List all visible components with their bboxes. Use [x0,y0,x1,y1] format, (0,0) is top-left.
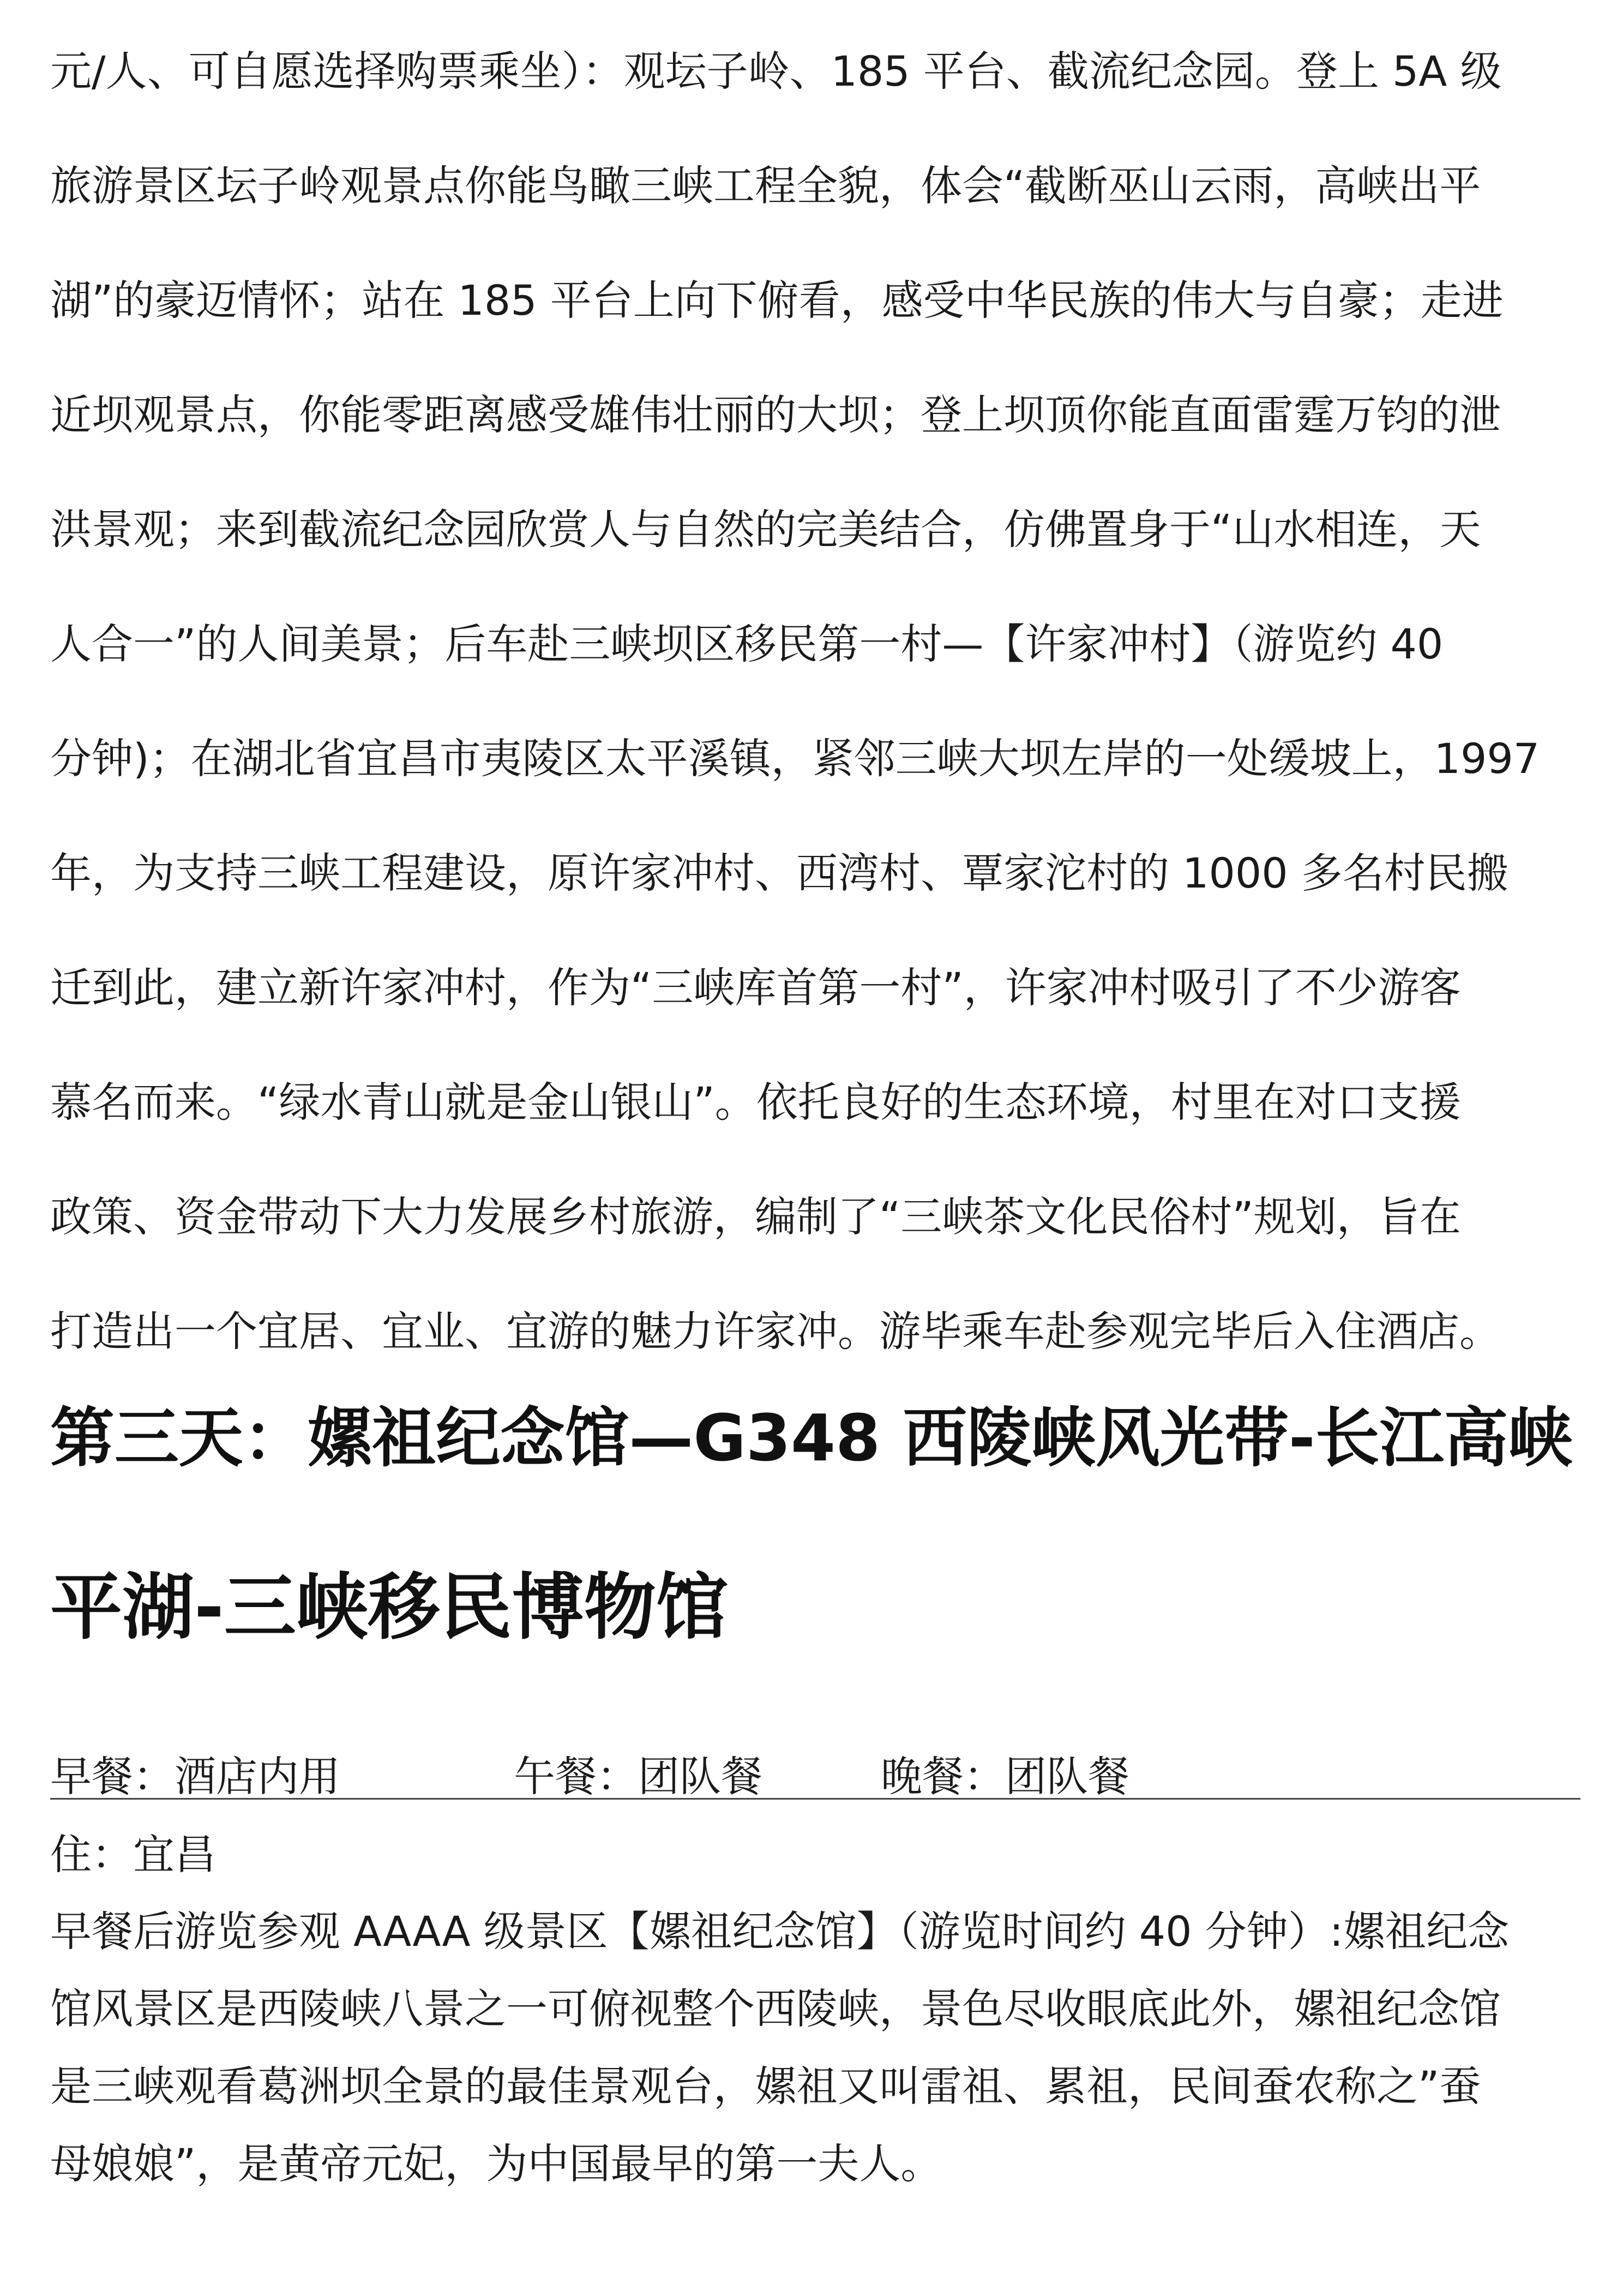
accommodation-info: 住：宜昌 [50,1830,216,1879]
paragraph-line: 年，为支持三峡工程建设，原许家冲村、西湾村、覃家沱村的 1000 多名村民搬 [50,849,1508,897]
paragraph-line: 政策、资金带动下大力发展乡村旅游，编制了“三峡茶文化民俗村”规划，旨在 [50,1192,1461,1241]
heading-line: 第三天：嫘祖纪念馆—G348 西陵峡风光带-长江高峡 [50,1401,1573,1476]
paragraph-line: 旅游景区坛子岭观景点你能鸟瞰三峡工程全貌，体会“截断巫山云雨，高峡出平 [50,161,1481,210]
paragraph-line: 元/人、可自愿选择购票乘坐）：观坛子岭、185 平台、截流纪念园。登上 5A 级 [50,47,1502,95]
paragraph-line: 分钟)；在湖北省宜昌市夷陵区太平溪镇，紧邻三峡大坝左岸的一处缓坡上，1997 [50,734,1540,783]
itinerary-paragraph-day2 [50,14,1580,1389]
dinner-info: 晚餐：团队餐 [881,1752,1129,1801]
lunch-info: 午餐：团队餐 [514,1752,762,1801]
paragraph-line: 近坝观景点，你能零距离感受雄伟壮丽的大坝；登上坝顶你能直面雷霆万钧的泄 [50,391,1501,439]
paragraph-line: 人合一”的人间美景；后车赴三峡坝区移民第一村—【许家冲村】（游览约 40 [50,620,1444,668]
paragraph-line: 母娘娘”，是黄帝元妃，为中国最早的第一夫人。 [50,2139,942,2188]
paragraph-line: 是三峡观看葛洲坝全景的最佳景观台，嫘祖又叫雷祖、累祖，民间蚕农称之”蚕 [50,2062,1481,2111]
day3-heading [50,1354,1580,1692]
meals-row [50,1727,1580,1800]
paragraph-line: 馆风景区是西陵峡八景之一可俯视整个西陵峡，景色尽收眼底此外，嫘祖纪念馆 [50,1985,1501,2033]
paragraph-line: 洪景观；来到截流纪念园欣赏人与自然的完美结合，仿佛置身于“山水相连，天 [50,505,1481,554]
breakfast-info: 早餐：酒店内用 [50,1752,340,1801]
paragraph-line: 迁到此，建立新许家冲村，作为“三峡库首第一村”，许家冲村吸引了不少游客 [50,963,1461,1012]
paragraph-line: 慕名而来。“绿水青山就是金山银山”。依托良好的生态环境，村里在对口支援 [50,1078,1461,1126]
paragraph-line: 早餐后游览参观 AAAA 级景区【嫘祖纪念馆】（游览时间约 40 分钟）:嫘祖纪念 [50,1907,1510,1956]
paragraph-line: 湖”的豪迈情怀；站在 185 平台上向下俯看，感受中华民族的伟大与自豪；走进 [50,276,1504,325]
itinerary-paragraph-day3 [50,1893,1580,2203]
paragraph-line: 打造出一个宜居、宜业、宜游的魅力许家冲。游毕乘车赴参观完毕后入住酒店。 [50,1307,1501,1356]
heading-line: 平湖-三峡移民博物馆 [50,1566,728,1650]
